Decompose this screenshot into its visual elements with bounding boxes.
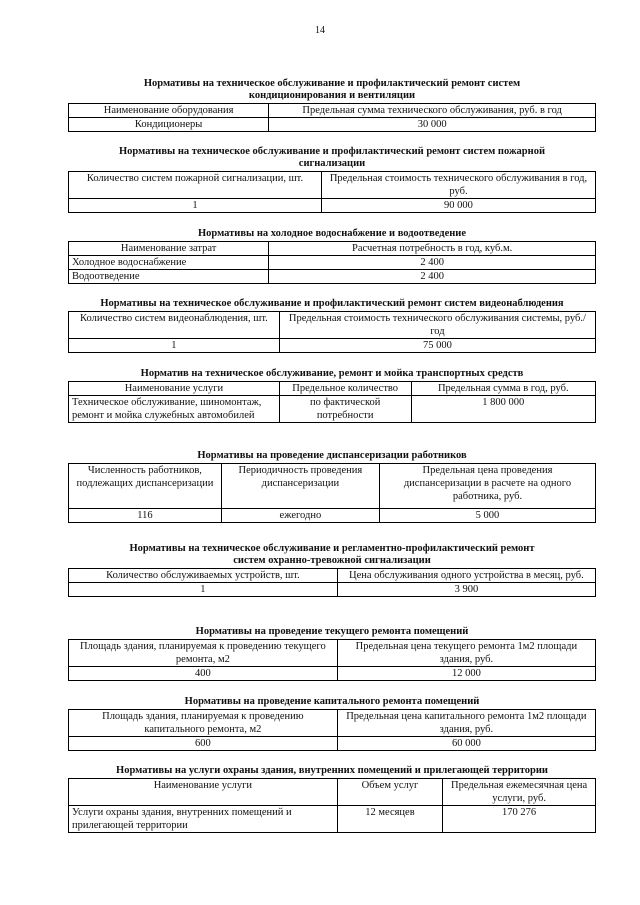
table-row xyxy=(69,509,596,523)
table-cell: 12 месяцев xyxy=(337,806,442,833)
page-number: 14 xyxy=(315,25,325,36)
table-cell: 170 276 xyxy=(443,806,596,833)
norms-table xyxy=(68,241,596,284)
table-header-row xyxy=(69,172,596,199)
header-cell: Наименование оборудования xyxy=(69,104,269,118)
norms-table xyxy=(68,778,596,833)
table-cell: 2 400 xyxy=(269,256,596,270)
table-cell: Холодное водоснабжение xyxy=(69,256,269,270)
header-cell: Расчетная потребность в год, куб.м. xyxy=(269,242,596,256)
norms-table xyxy=(68,568,596,597)
table-row xyxy=(69,806,596,833)
table-cell: по фактической потребности xyxy=(279,396,411,423)
section-title xyxy=(68,368,596,380)
title-line: Нормативы на проведение капитального ремонта помещений xyxy=(184,696,480,707)
section-water xyxy=(68,228,596,284)
header-cell: Предельная цена текущего ремонта 1м2 площади здания, руб. xyxy=(337,640,595,667)
section-title xyxy=(68,146,596,170)
table-row xyxy=(69,396,596,423)
table-row xyxy=(69,583,596,597)
section-medical-checkup xyxy=(68,450,596,523)
title-line: Нормативы на техническое обслуживание и профилактический ремонт систем видеонаблюдения xyxy=(100,298,564,309)
table-cell: 400 xyxy=(69,667,338,681)
section-security-alarm xyxy=(68,543,596,597)
table-cell: ежегодно xyxy=(221,509,379,523)
table-cell: 12 000 xyxy=(337,667,595,681)
table-cell: 75 000 xyxy=(279,339,595,353)
header-cell: Предельная цена капитального ремонта 1м2 площади здания, руб. xyxy=(337,710,595,737)
header-cell: Количество систем пожарной сигнализации, шт. xyxy=(69,172,322,199)
section-fire-alarm xyxy=(68,146,596,213)
header-cell: Количество обслуживаемых устройств, шт. xyxy=(69,569,338,583)
section-current-repair xyxy=(68,626,596,681)
title-line: Нормативы на услуги охраны здания, внутренних помещений и прилегающей территории xyxy=(116,765,548,776)
section-capital-repair xyxy=(68,696,596,751)
section-vehicles xyxy=(68,368,596,423)
table-cell: 3 900 xyxy=(337,583,595,597)
section-air-conditioning xyxy=(68,78,596,132)
norms-table xyxy=(68,171,596,213)
section-title xyxy=(68,78,596,102)
table-cell: 30 000 xyxy=(269,118,596,132)
title-line: систем охранно-тревожной сигнализации xyxy=(233,555,431,566)
table-header-row xyxy=(69,779,596,806)
title-line: Нормативы на техническое обслуживание и регламентно-профилактический ремонт xyxy=(129,543,535,554)
table-header-row xyxy=(69,569,596,583)
header-cell: Предельная стоимость технического обслуживания в год, руб. xyxy=(321,172,595,199)
section-title xyxy=(68,543,596,567)
header-cell: Предельная сумма технического обслуживания, руб. в год xyxy=(269,104,596,118)
table-header-row xyxy=(69,710,596,737)
table-cell: 1 xyxy=(69,199,322,213)
table-row xyxy=(69,256,596,270)
table-cell: 1 800 000 xyxy=(411,396,595,423)
norms-table xyxy=(68,381,596,423)
table-row xyxy=(69,737,596,751)
header-cell: Численность работников, подлежащих диспансеризации xyxy=(69,464,222,509)
table-header-row xyxy=(69,640,596,667)
header-cell: Площадь здания, планируемая к проведению текущего ремонта, м2 xyxy=(69,640,338,667)
section-title xyxy=(68,696,596,708)
table-header-row xyxy=(69,242,596,256)
table-cell: 60 000 xyxy=(337,737,595,751)
table-cell: 600 xyxy=(69,737,338,751)
title-line: Нормативы на проведение диспансеризации работников xyxy=(197,450,467,461)
header-cell: Предельная стоимость технического обслуживания системы, руб./год xyxy=(279,312,595,339)
section-title xyxy=(68,626,596,638)
header-cell: Предельная сумма в год, руб. xyxy=(411,382,595,396)
table-header-row xyxy=(69,104,596,118)
table-header-row xyxy=(69,382,596,396)
table-row xyxy=(69,199,596,213)
norms-table xyxy=(68,709,596,751)
table-row xyxy=(69,270,596,284)
header-cell: Площадь здания, планируемая к проведению капитального ремонта, м2 xyxy=(69,710,338,737)
title-line: Нормативы на техническое обслуживание и профилактический ремонт систем пожарной xyxy=(118,146,545,157)
section-title xyxy=(68,450,596,462)
norms-table xyxy=(68,639,596,681)
header-cell: Количество систем видеонаблюдения, шт. xyxy=(69,312,280,339)
table-row xyxy=(69,339,596,353)
header-cell: Цена обслуживания одного устройства в месяц, руб. xyxy=(337,569,595,583)
table-cell: Услуги охраны здания, внутренних помещений и прилегающей территории xyxy=(69,806,338,833)
norms-table xyxy=(68,463,596,523)
title-line: Нормативы на проведение текущего ремонта помещений xyxy=(195,626,469,637)
header-cell: Наименование услуги xyxy=(69,779,338,806)
title-line: сигнализации xyxy=(298,158,366,169)
title-line: Норматив на техническое обслуживание, ремонт и мойка транспортных средств xyxy=(140,368,524,379)
title-line: кондиционирования и вентиляции xyxy=(248,90,416,101)
norms-table xyxy=(68,103,596,132)
table-row xyxy=(69,667,596,681)
table-cell: 5 000 xyxy=(379,509,595,523)
table-cell: Водоотведение xyxy=(69,270,269,284)
table-header-row xyxy=(69,464,596,509)
section-title xyxy=(68,765,596,777)
table-cell: 116 xyxy=(69,509,222,523)
header-cell: Наименование затрат xyxy=(69,242,269,256)
section-title xyxy=(68,298,596,310)
table-cell: 1 xyxy=(69,583,338,597)
table-cell: Кондиционеры xyxy=(69,118,269,132)
section-video-surveillance xyxy=(68,298,596,353)
table-cell: 1 xyxy=(69,339,280,353)
section-building-security xyxy=(68,765,596,833)
header-cell: Предельная цена проведения диспансеризации в расчете на одного работника, руб. xyxy=(379,464,595,509)
header-cell: Предельное количество xyxy=(279,382,411,396)
table-row xyxy=(69,118,596,132)
header-cell: Наименование услуги xyxy=(69,382,280,396)
header-cell: Периодичность проведения диспансеризации xyxy=(221,464,379,509)
table-cell: Техническое обслуживание, шиномонтаж, ремонт и мойка служебных автомобилей xyxy=(69,396,280,423)
title-line: Нормативы на техническое обслуживание и профилактический ремонт систем xyxy=(143,78,521,89)
section-title xyxy=(68,228,596,240)
norms-table xyxy=(68,311,596,353)
header-cell: Объем услуг xyxy=(337,779,442,806)
table-cell: 2 400 xyxy=(269,270,596,284)
table-cell: 90 000 xyxy=(321,199,595,213)
table-header-row xyxy=(69,312,596,339)
title-line: Нормативы на холодное водоснабжение и водоотведение xyxy=(197,228,467,239)
header-cell: Предельная ежемесячная цена услуги, руб. xyxy=(443,779,596,806)
